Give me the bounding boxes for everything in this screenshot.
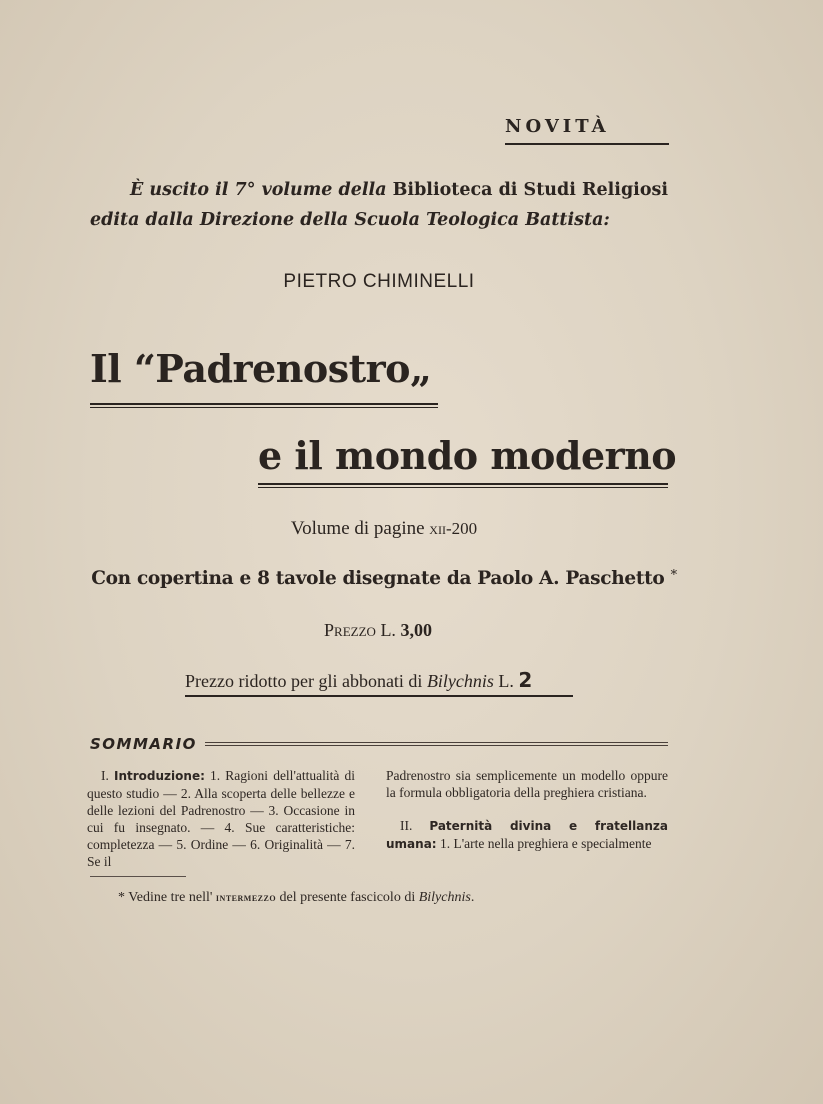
price-label: Prezzo L.: [324, 620, 396, 640]
author-name: PIETRO CHIMINELLI: [283, 271, 475, 292]
reduced-price-amount: 2: [518, 668, 533, 692]
summary-chapter-1-continued: Padrenostro sia semplicemente un modello oppure la formula obbligatoria della preghiera cristiana.: [386, 768, 668, 800]
summary-heading: SOMMARIO: [90, 735, 197, 753]
footnote: [118, 890, 474, 906]
chapter-1-number: I.: [101, 768, 115, 783]
footnote-marker: *: [670, 568, 677, 583]
footnote-journal: Bilychnis: [418, 890, 471, 905]
chapter-2-text: 1. L'arte nella preghiera e specialmente: [436, 836, 652, 851]
header-underline: [505, 143, 669, 145]
section-header: NOVITÀ: [505, 116, 610, 137]
summary-chapter-2: [386, 817, 668, 853]
footnote-end: .: [470, 890, 475, 905]
volume-pages: [0, 518, 768, 540]
announcement-line-1-italic: È uscito il 7° volume della: [130, 180, 393, 200]
announcement-line-1: [130, 180, 668, 200]
summary-column-left: [87, 767, 355, 870]
footnote-separator: [90, 876, 186, 877]
chapter-1-heading: Introduzione:: [114, 769, 205, 783]
chapter-1-text: 1. Ragioni dell'attualità di questo studio — 2. Alla scoperta delle bellezze e delle lezioni del Padrenostro — 3. Occasione in cui fu insegnato. — 4. Sue caratteristiche: completezza — 5. Ordine — 6. Originalità — 7. Se il: [87, 768, 355, 869]
cover-text: Con copertina e 8 tavole disegnate da Paolo A. Paschetto: [91, 568, 665, 589]
title-rule-1: [90, 403, 438, 408]
reduced-price: [185, 668, 532, 692]
summary-chapter-1: [87, 767, 355, 870]
chapter-2-heading: Paternità divina e fratellanza umana:: [386, 819, 668, 851]
price: [0, 620, 756, 641]
footnote-prefix: Vedine tre nell': [128, 890, 216, 905]
announcement-line-2: edita dalla Direzione della Scuola Teologica Battista:: [90, 210, 610, 230]
reduced-price-underline: [185, 695, 573, 697]
reduced-price-currency: L.: [493, 671, 519, 691]
footnote-intermezzo: intermezzo: [215, 890, 277, 904]
reduced-price-prefix: Prezzo ridotto per gli abbonati di: [185, 671, 427, 691]
footnote-star: *: [118, 890, 129, 905]
summary-column-right: [386, 767, 668, 853]
footnote-middle: del presente fascicolo di: [276, 890, 419, 905]
volume-prefix: Volume di pagine: [290, 518, 430, 539]
cover-illustrations-note: [0, 568, 768, 589]
journal-name: Bilychnis: [426, 671, 494, 691]
title-rule-2: [258, 483, 668, 488]
book-title-line-2: e il mondo moderno: [258, 433, 677, 478]
book-title-line-1: Il “Padrenostro„: [90, 346, 432, 391]
announcement-library-name: Biblioteca di Studi Religiosi: [392, 180, 669, 200]
summary-rule: [205, 742, 668, 746]
chapter-2-number: II.: [400, 818, 430, 833]
volume-page-count: xii-200: [429, 519, 478, 538]
price-amount: 3,00: [400, 620, 432, 640]
